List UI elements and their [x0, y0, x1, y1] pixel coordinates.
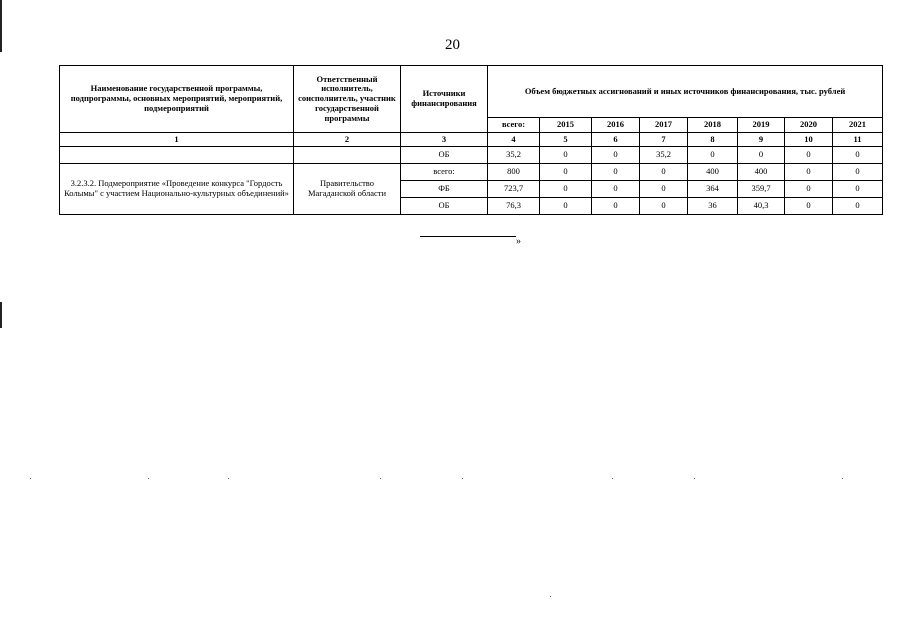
empty-cell	[294, 147, 401, 164]
column-number: 2	[294, 133, 401, 147]
value-cell: 0	[540, 181, 592, 198]
header-year: 2016	[592, 118, 640, 133]
value-cell: 0	[833, 181, 883, 198]
value-cell: 0	[785, 164, 833, 181]
column-number: 8	[688, 133, 738, 147]
value-cell: 35,2	[488, 147, 540, 164]
value-cell: 0	[833, 147, 883, 164]
value-cell: 0	[688, 147, 738, 164]
column-number: 1	[60, 133, 294, 147]
header-source: Источники финансирования	[401, 66, 488, 133]
value-cell: 0	[592, 198, 640, 215]
scan-speck	[148, 478, 149, 479]
value-cell: 400	[688, 164, 738, 181]
header-total: всего:	[488, 118, 540, 133]
column-number: 3	[401, 133, 488, 147]
value-cell: 0	[640, 198, 688, 215]
value-cell: 36	[688, 198, 738, 215]
value-cell: 364	[688, 181, 738, 198]
source-cell: ОБ	[401, 198, 488, 215]
value-cell: 0	[640, 164, 688, 181]
header-year: 2017	[640, 118, 688, 133]
closing-quote: »	[516, 236, 521, 247]
scan-speck	[30, 478, 31, 479]
header-year: 2019	[738, 118, 785, 133]
value-cell: 0	[738, 147, 785, 164]
header-name: Наименование государственной программы, подпрограммы, основных мероприятий, мероприятий, подмероприятий	[60, 66, 294, 133]
value-cell: 0	[540, 147, 592, 164]
budget-table	[59, 65, 883, 215]
scan-edge-mark	[0, 302, 2, 328]
scan-speck	[842, 478, 843, 479]
scan-speck	[694, 478, 695, 479]
header-volume: Объем бюджетных ассигнований и иных источников финансирования, тыс. рублей	[488, 66, 883, 118]
table-row	[60, 147, 883, 164]
table-row	[60, 164, 883, 181]
closing-underline	[420, 236, 516, 237]
empty-cell	[60, 147, 294, 164]
measure-executor: Правительство Магаданской области	[294, 164, 401, 215]
scan-speck	[612, 478, 613, 479]
value-cell: 0	[785, 147, 833, 164]
header-year: 2018	[688, 118, 738, 133]
value-cell: 0	[785, 181, 833, 198]
value-cell: 35,2	[640, 147, 688, 164]
header-executor: Ответственный исполнитель, соисполнитель, участник государственной программы	[294, 66, 401, 133]
source-cell: ФБ	[401, 181, 488, 198]
scan-speck	[550, 596, 551, 597]
value-cell: 0	[833, 164, 883, 181]
source-cell: ОБ	[401, 147, 488, 164]
header-year: 2021	[833, 118, 883, 133]
value-cell: 0	[540, 164, 592, 181]
value-cell: 0	[785, 198, 833, 215]
column-number: 7	[640, 133, 688, 147]
value-cell: 0	[592, 164, 640, 181]
value-cell: 359,7	[738, 181, 785, 198]
scan-speck	[228, 478, 229, 479]
scan-speck	[380, 478, 381, 479]
value-cell: 400	[738, 164, 785, 181]
measure-name: 3.2.3.2. Подмероприятие «Проведение конкурса "Гордость Колымы" с участием Национально-культурных объединений»	[60, 164, 294, 215]
column-number: 10	[785, 133, 833, 147]
value-cell: 800	[488, 164, 540, 181]
column-number: 4	[488, 133, 540, 147]
value-cell: 0	[640, 181, 688, 198]
value-cell: 0	[833, 198, 883, 215]
header-year: 2015	[540, 118, 592, 133]
value-cell: 723,7	[488, 181, 540, 198]
scan-speck	[462, 478, 463, 479]
page-number: 20	[445, 37, 460, 53]
header-year: 2020	[785, 118, 833, 133]
column-number: 5	[540, 133, 592, 147]
column-number: 6	[592, 133, 640, 147]
value-cell: 76,3	[488, 198, 540, 215]
source-cell: всего:	[401, 164, 488, 181]
value-cell: 0	[540, 198, 592, 215]
value-cell: 0	[592, 147, 640, 164]
value-cell: 40,3	[738, 198, 785, 215]
column-number: 11	[833, 133, 883, 147]
column-number-row	[60, 133, 883, 147]
value-cell: 0	[592, 181, 640, 198]
column-number: 9	[738, 133, 785, 147]
